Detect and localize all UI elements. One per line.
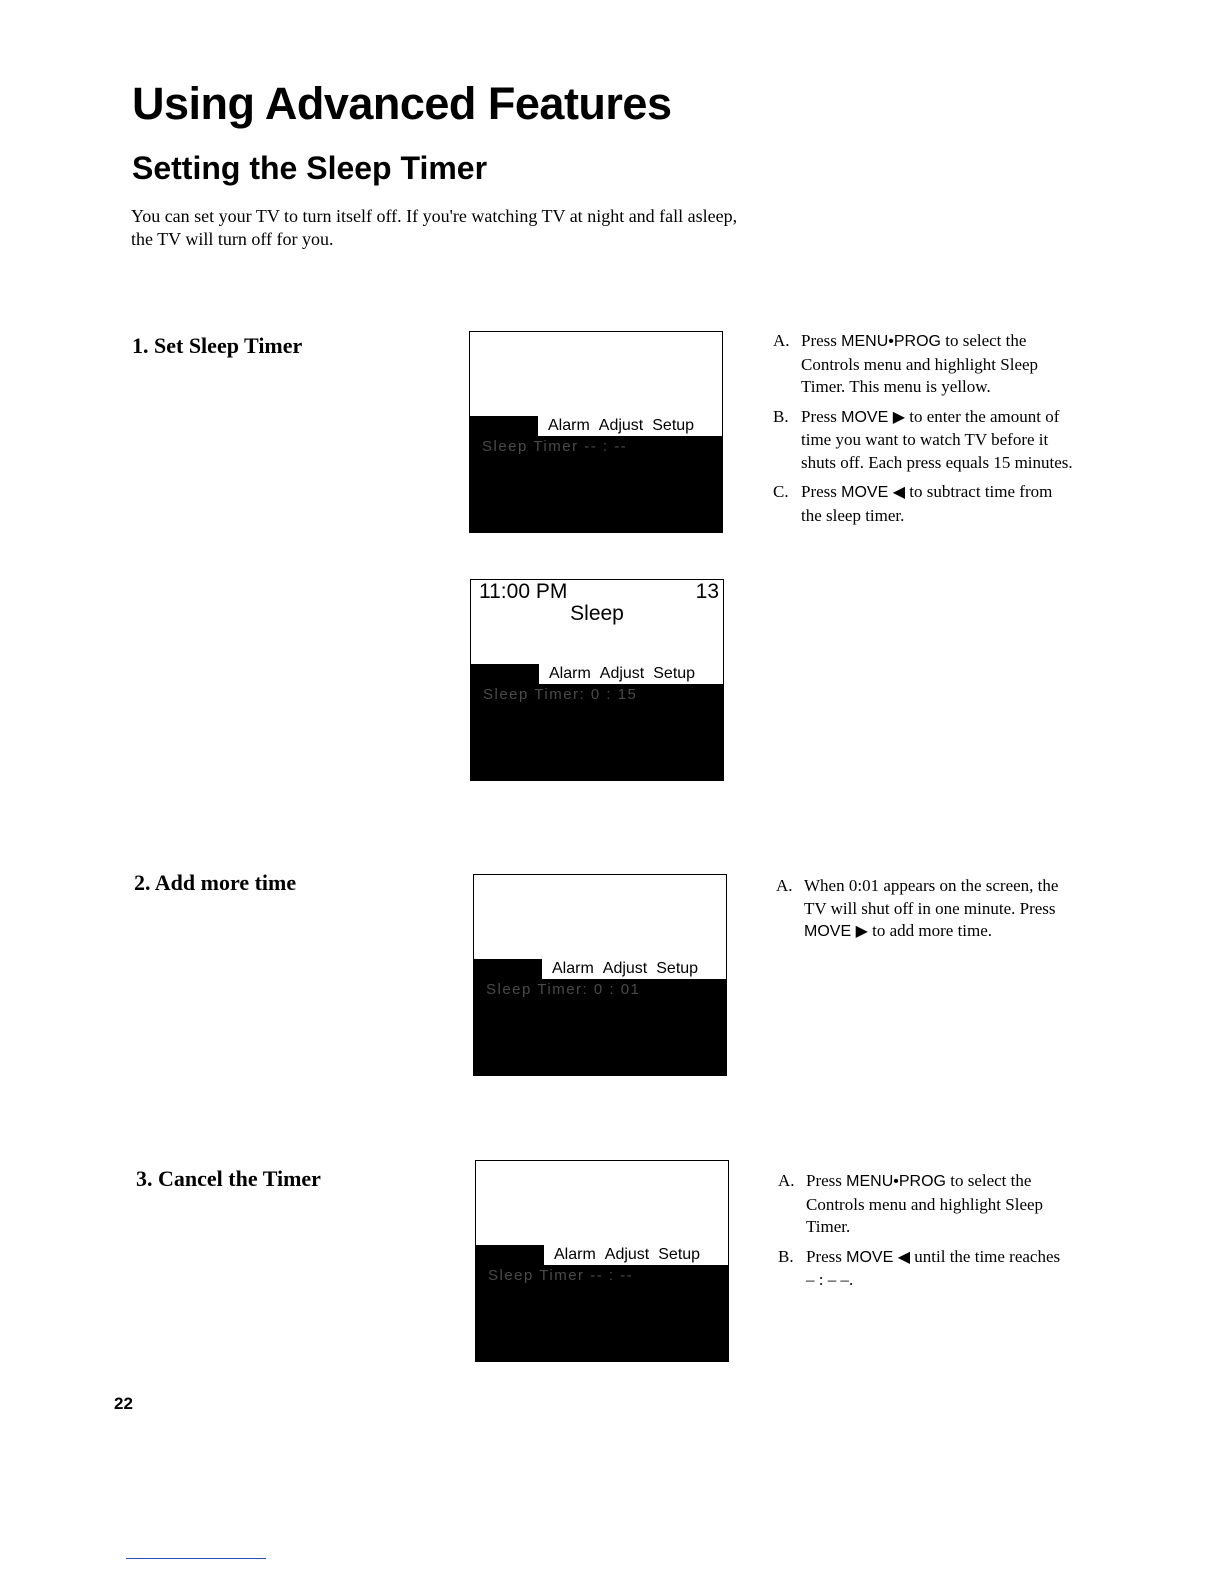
tv-screen-3 (475, 1160, 729, 1362)
intro-paragraph: You can set your TV to turn itself off. If you're watching TV at night and fall asleep, the TV will turn off for you. (131, 206, 738, 249)
menu-setup: Setup (658, 1246, 701, 1263)
menu-alarm: Alarm (548, 417, 590, 434)
tv-screen-1a (469, 331, 723, 533)
menu-adjust: Adjust (599, 665, 645, 682)
step-3-title: 3. Cancel the Timer (136, 1166, 321, 1191)
footer-rule (126, 1558, 266, 1559)
menu-alarm: Alarm (554, 1246, 596, 1263)
step-1-title: 1. Set Sleep Timer (132, 333, 303, 358)
menu-setup: Setup (656, 960, 699, 977)
step-1-instructions (773, 330, 1073, 534)
menu-panel (471, 684, 723, 780)
menu-panel (474, 979, 726, 1075)
tv-screen-2 (473, 874, 727, 1076)
sleep-timer-status: Sleep Timer: 0 : 01 (486, 981, 641, 998)
menu-alarm: Alarm (552, 960, 594, 977)
menu-panel (476, 1265, 728, 1361)
sleep-timer-status: Sleep Timer -- : -- (482, 438, 628, 455)
menu-panel (470, 436, 722, 532)
menu-bar (474, 959, 726, 979)
menu-bar (471, 664, 723, 684)
tv-screen-1b (470, 579, 724, 781)
menu-bar (476, 1245, 728, 1265)
sleep-timer-status: Sleep Timer -- : -- (488, 1267, 634, 1284)
instruction-item: A. When 0:01 appears on the screen, the TV will shut off in one minute. Press MOVE ▶ to add more time. (776, 876, 1059, 940)
instruction-item: B. Press MOVE ▶ to enter the amount of time you want to watch TV before it shuts off. Each press equals 15 minutes. (773, 406, 1073, 472)
channel-display: 13 (695, 580, 719, 603)
instruction-item: A. Press MENU•PROG to select the Controls menu and highlight Sleep Timer. This menu is yellow. (773, 331, 1039, 396)
menu-bar (470, 416, 722, 436)
sleep-timer-status: Sleep Timer: 0 : 15 (483, 686, 638, 703)
menu-alarm: Alarm (549, 665, 591, 682)
menu-adjust: Adjust (604, 1246, 650, 1263)
step-2-title: 2. Add more time (134, 870, 297, 895)
step-3-instructions (778, 1170, 1068, 1299)
clock-display: 11:00 PM (479, 580, 568, 603)
step-2-instructions (776, 875, 1066, 951)
menu-adjust: Adjust (602, 960, 648, 977)
page-number: 22 (114, 1394, 133, 1413)
instruction-item: C. Press MOVE ◀ to subtract time from the sleep timer. (773, 482, 1053, 525)
instruction-item: B. Press MOVE ◀ until the time reaches – : – –. (778, 1246, 1061, 1289)
instruction-item: A. Press MENU•PROG to select the Controls menu and highlight Sleep Timer. (778, 1171, 1044, 1236)
page-title: Using Advanced Features (132, 78, 672, 129)
sleep-label: Sleep (570, 602, 624, 625)
menu-setup: Setup (653, 665, 696, 682)
menu-setup: Setup (652, 417, 695, 434)
menu-adjust: Adjust (598, 417, 644, 434)
section-title: Setting the Sleep Timer (132, 150, 488, 186)
